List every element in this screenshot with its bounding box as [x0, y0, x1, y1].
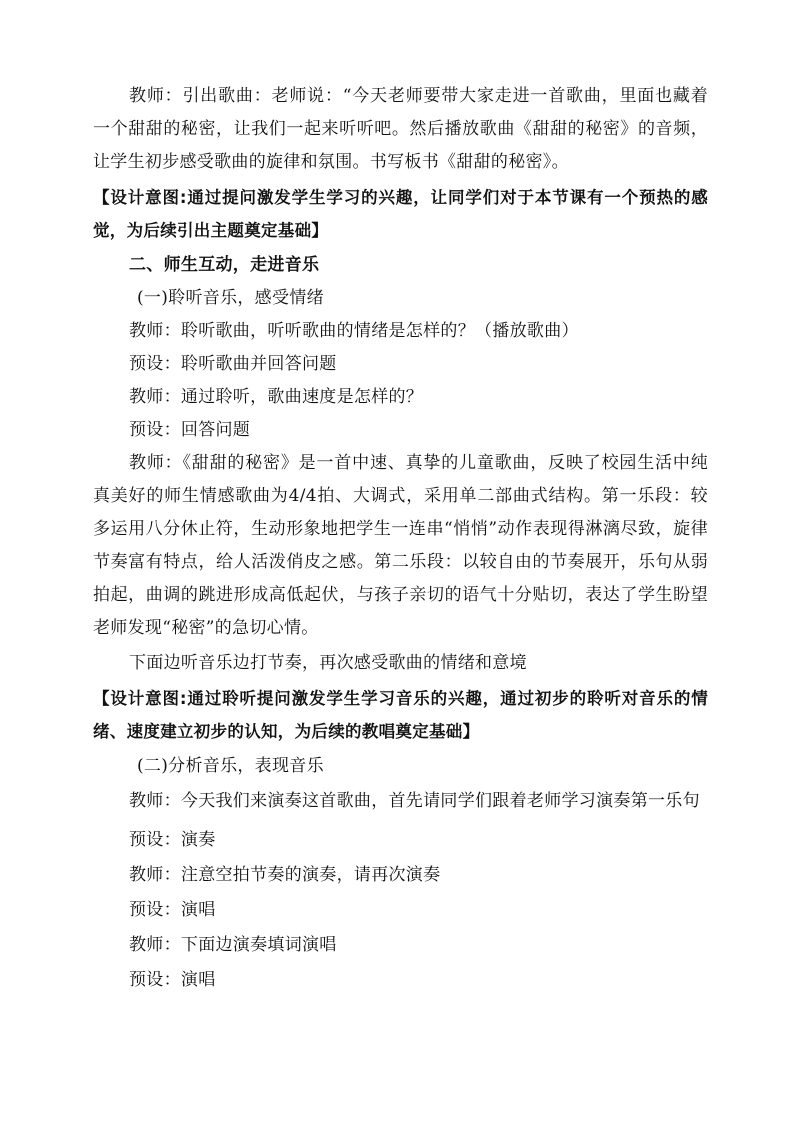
paragraph-preset-3: 预设：演奏 [129, 830, 216, 850]
paragraph-teacher-3: 教师：今天我们来演奏这首歌曲，首先请同学们跟着老师学习演奏第一乐句 [129, 791, 700, 811]
subsection-1: (一)聆听音乐，感受情绪 [137, 288, 324, 308]
paragraph-teacher-4: 教师：注意空拍节奏的演奏，请再次演奏 [129, 865, 441, 885]
paragraph-preset-2: 预设：回答问题 [129, 420, 251, 440]
paragraph-teacher-analysis: 教师：《甜甜的秘密》是一首中速、真挚的儿童歌曲，反映了校园生活中纯真美好的师生情感歌曲为4/4拍、大调式，采用单二部曲式结构。第一乐段：较多运用八分休止符，生动形象地把学生一连串“悄悄”动作表现得淋漓尽致，旋律节奏富有特点，给人活泼俏皮之感。第二乐段：以较自由的节奏展开，乐句从弱拍起，曲调的跳进形成高低起伏，与孩子亲切的语气十分贴切，表达了学生盼望老师发现“秘密”的急切心情。 [93, 453, 708, 638]
document-page [93, 80, 708, 997]
paragraph-teacher-intro: 教师：引出歌曲：老师说：“今天老师要带大家走进一首歌曲，里面也藏着一个甜甜的秘密，让我们一起来听听吧。然后播放歌曲《甜甜的秘密》的音频，让学生初步感受歌曲的旋律和氛围。书写板书《甜甜的秘密》。 [93, 86, 708, 172]
section-heading-2: 二、师生互动，走进音乐 [129, 255, 320, 275]
paragraph-teacher-5: 教师：下面边演奏填词演唱 [129, 935, 337, 955]
paragraph-teacher-2: 教师：通过聆听，歌曲速度是怎样的？ [129, 387, 424, 407]
paragraph-preset-1: 预设：聆听歌曲并回答问题 [129, 354, 337, 374]
subsection-2: (二)分析音乐，表现音乐 [137, 756, 324, 776]
paragraph-teacher-1: 教师：聆听歌曲，听听歌曲的情绪是怎样的？（播放歌曲） [129, 321, 579, 341]
design-intent-2: 【设计意图:通过聆听提问激发学生学习音乐的兴趣，通过初步的聆听对音乐的情绪、速度建立初步的认知，为后续的教唱奠定基础】 [93, 689, 708, 741]
design-intent-1: 【设计意图:通过提问激发学生学习的兴趣，让同学们对于本节课有一个预热的感觉，为后续引出主题奠定基础】 [93, 188, 708, 240]
paragraph-preset-5: 预设：演唱 [129, 970, 216, 990]
paragraph-listen-rhythm: 下面边听音乐边打节奏，再次感受歌曲的情绪和意境 [129, 653, 527, 673]
paragraph-preset-4: 预设：演唱 [129, 900, 216, 920]
